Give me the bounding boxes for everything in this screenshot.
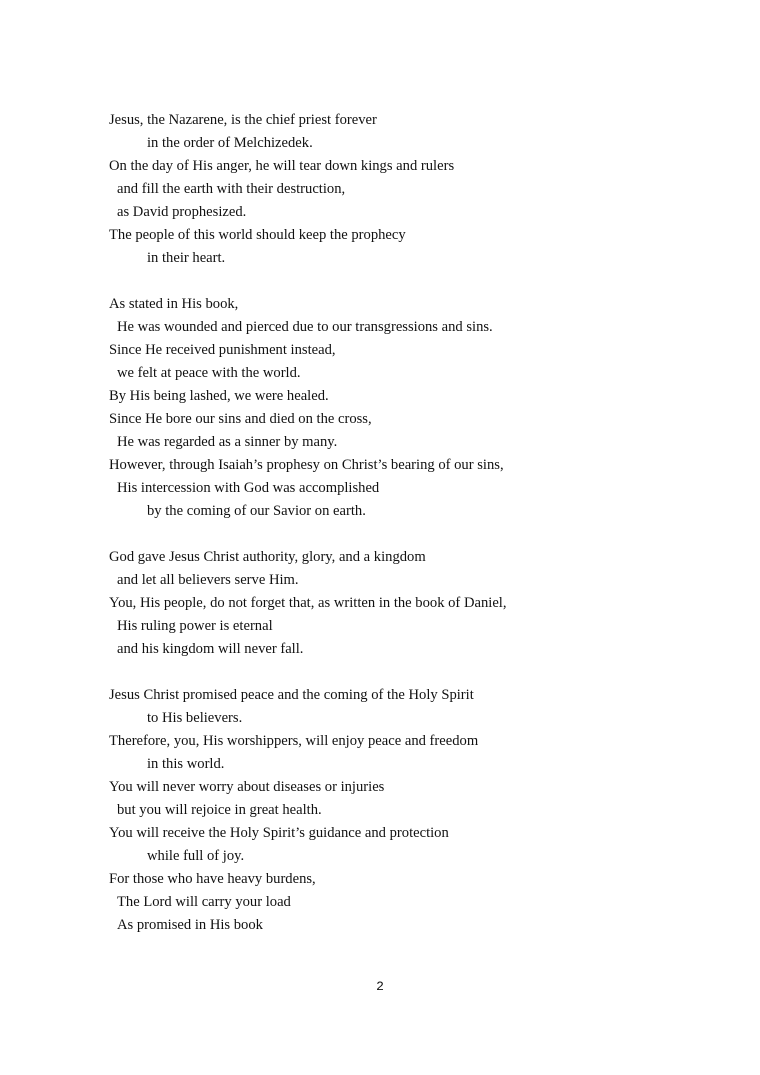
poem-line: The Lord will carry your load — [117, 894, 291, 910]
poem-line: Jesus, the Nazarene, is the chief priest forever — [109, 112, 377, 128]
stanza — [109, 109, 729, 270]
poem-line: in the order of Melchizedek. — [147, 135, 313, 151]
stanza-break — [109, 661, 729, 684]
stanza — [109, 684, 729, 937]
poem-line: we felt at peace with the world. — [117, 365, 301, 381]
poem-line: You will receive the Holy Spirit’s guidance and protection — [109, 825, 449, 841]
poem-line: in this world. — [147, 756, 225, 772]
poem-line: For those who have heavy burdens, — [109, 871, 316, 887]
poem-line: Since He bore our sins and died on the cross, — [109, 411, 372, 427]
poem-line: God gave Jesus Christ authority, glory, and a kingdom — [109, 549, 426, 565]
poem-line: by the coming of our Savior on earth. — [147, 503, 366, 519]
poem-body — [109, 109, 729, 937]
poem-line: On the day of His anger, he will tear down kings and rulers — [109, 158, 455, 174]
poem-line: He was regarded as a sinner by many. — [117, 434, 338, 450]
poem-line: However, through Isaiah’s prophesy on Christ’s bearing of our sins, — [109, 457, 504, 473]
poem-line: and fill the earth with their destruction, — [117, 181, 346, 197]
poem-line: By His being lashed, we were healed. — [109, 388, 329, 404]
poem-line: and his kingdom will never fall. — [117, 641, 304, 657]
poem-line: You, His people, do not forget that, as written in the book of Daniel, — [109, 595, 507, 611]
stanza — [109, 293, 729, 523]
poem-line: You will never worry about diseases or injuries — [109, 779, 385, 795]
poem-line: Jesus Christ promised peace and the coming of the Holy Spirit — [109, 687, 474, 703]
poem-line: as David prophesized. — [117, 204, 247, 220]
poem-line: As stated in His book, — [109, 296, 239, 312]
poem-line: He was wounded and pierced due to our transgressions and sins. — [117, 319, 493, 335]
poem-line: Therefore, you, His worshippers, will enjoy peace and freedom — [109, 733, 479, 749]
poem-line: As promised in His book — [117, 917, 263, 933]
poem-line: His intercession with God was accomplished — [117, 480, 380, 496]
stanza-break — [109, 270, 729, 293]
stanza-break — [109, 523, 729, 546]
poem-line: to His believers. — [147, 710, 243, 726]
stanza — [109, 546, 729, 661]
page-number: 2 — [376, 979, 384, 994]
poem-line: in their heart. — [147, 250, 226, 266]
poem-line: and let all believers serve Him. — [117, 572, 299, 588]
poem-line: but you will rejoice in great health. — [117, 802, 322, 818]
poem-line: His ruling power is eternal — [117, 618, 273, 634]
poem-line: while full of joy. — [147, 848, 245, 864]
poem-line: The people of this world should keep the prophecy — [109, 227, 406, 243]
poem-line: Since He received punishment instead, — [109, 342, 336, 358]
